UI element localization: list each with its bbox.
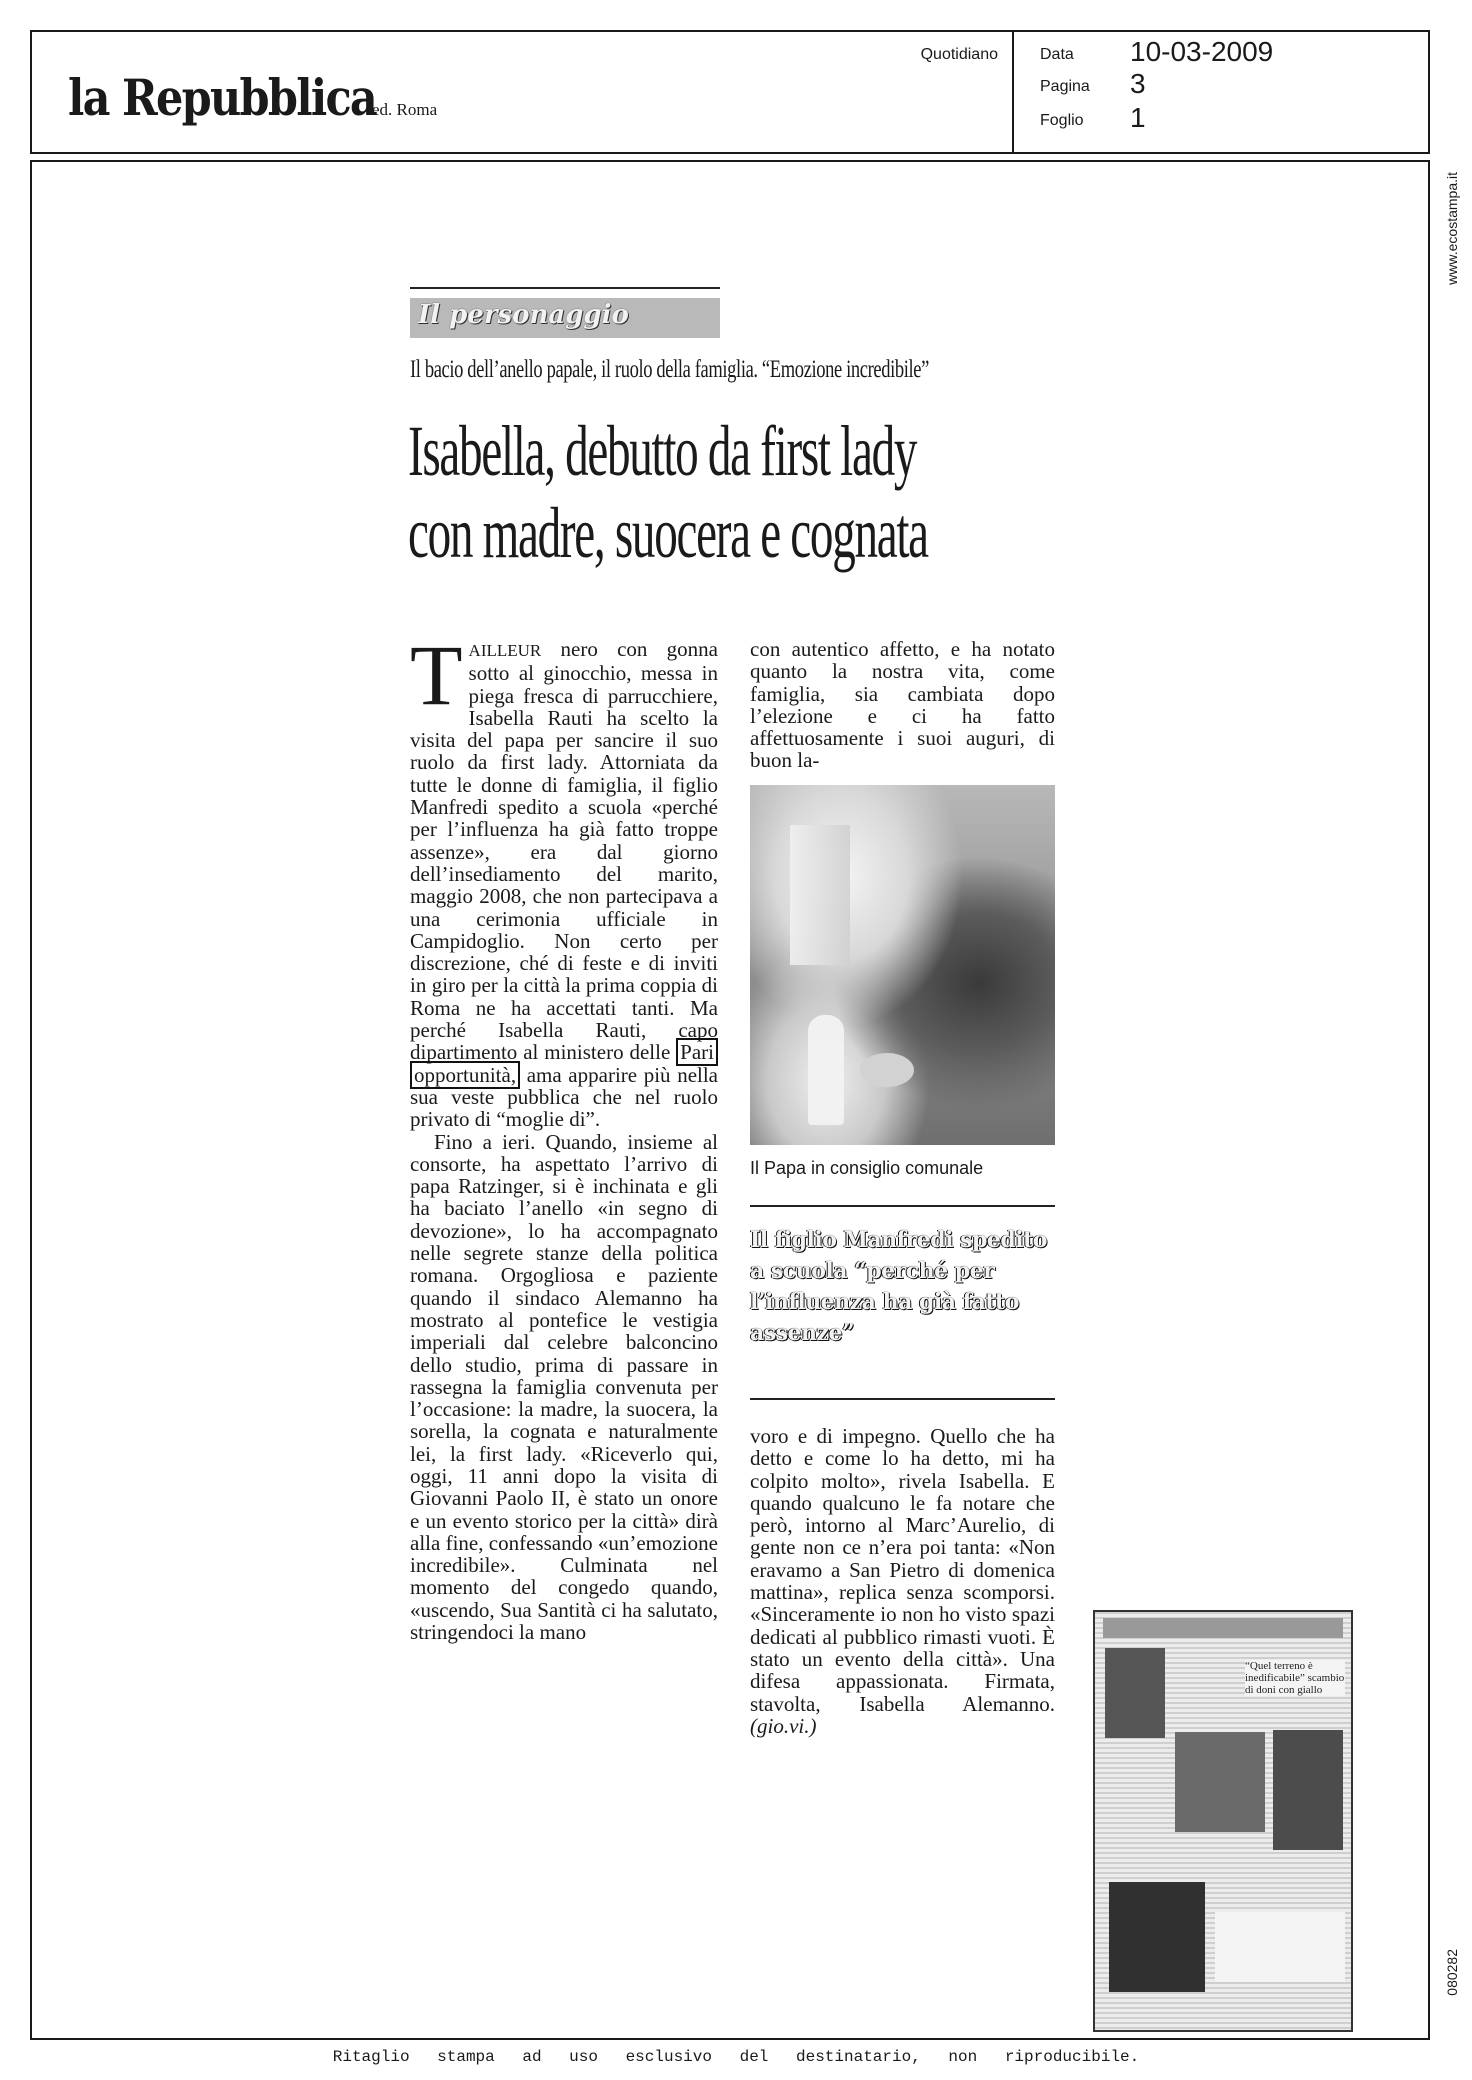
thumbnail-header [1103,1618,1343,1638]
header-divider [1012,32,1014,152]
page-value: 3 [1130,68,1146,99]
paragraph-col2-bottom-text: voro e di impegno. Quello che ha detto e come lo ha detto, mi ha colpito molto», rivela Isabella. E quando qualcuno le fa notare che però, intorno al Marc’Aurelio, di gente non ce n’era poi tanta: «Non eravamo a San Pietro di domenica mattina», replica senza scomporsi. «Sinceramente io non ho visto spazi dedicati al pubblico rimasti vuoti. È stato un evento della città». Una difesa appassionata. Firmata, stavolta, Isabella Alemanno. [750,1424,1055,1716]
pull-quote: Il figlio Manfredi spedito a scuola “perché per l’influenza ha già fatto assenze” [750,1227,1047,1346]
pope-photo [750,785,1055,1145]
paragraph-1-text: nero con gonna sotto al ginocchio, messa in piega fresca di parrucchiere, Isabella Rauti ha scelto la visita del papa per sancire il suo ruolo da first lady. Attorniata da tutte le donne di famiglia, il figlio Manfredi spedito a scuola «perché per l’influenza ha già fatto troppe assenze», era dal giorno dell’insediamento del marito, maggio 2008, che non partecipava a una cerimonia ufficiale in Campidoglio. Non certo per discrezione, ché di feste e di inviti in giro per la città la prima coppia di Roma ne ha accettati tanti. Ma perché Isabella Rauti, capo dipartimento al ministero delle [410,637,718,1065]
paragraph-col2-bottom [750,1425,1055,1737]
paragraph-col2-top: con autentico affetto, e ha notato quanto la nostra vita, come famiglia, sia cambiata dopo l’elezione e ci ha fatto affettuosamente i suoi auguri, di buon la- [750,637,1055,773]
edition-label: ed. Roma [372,100,438,119]
thumbnail-photo-2 [1175,1732,1265,1832]
article-headline [408,410,928,574]
drop-cap: T [410,627,463,723]
article-column-1 [410,627,718,1753]
headline-line-1: Isabella, debutto da first lady [408,411,917,491]
thumbnail-dark-box [1109,1882,1205,1992]
thumbnail-headline: “Quel terreno è inedificabile” scambio di doni con giallo [1245,1660,1345,1696]
thumbnail-photo-3 [1273,1730,1343,1850]
clipping-header [30,30,1430,154]
paragraph-2: Fino a ieri. Quando, insieme al consorte, ha aspettato l’arrivo di papa Ratzinger, si è inchinata e gli ha baciato l’anello «in segno di devozione», lo ha accompagnato nelle segrete stanze della politica romana. Orgogliosa e paziente quando il sindaco Alemanno ha mostrato al pontefice le vestigia imperiali dal celebre balconcino dello studio, prima di passare in rassegna la famiglia convenuta per l’occasione: la madre, la suocera, la sorella, la cognata e naturalmente lei, la first lady. «Riceverlo qui, oggi, 11 anni dopo la visita di Giovanni Paolo II, è stato un onore e un evento storico per la città» dirà alla fine, confessando «un’emozione incredibile». Culminata nel momento del congedo quando, «uscendo, Sua Santità ci ha salutato, stringendoci la mano [410,1129,718,1645]
pull-quote-rule-top [750,1205,1055,1207]
full-page-thumbnail [1093,1610,1353,2032]
thumbnail-ad-box [1215,1912,1345,1982]
clip-code: 080282 [1444,1949,1460,1996]
byline: (gio.vi.) [750,1713,817,1738]
source-url: www.ecostampa.it [1444,172,1460,285]
photo-pope-figure [808,1015,844,1125]
sheet-label: Foglio [1040,112,1084,129]
lead-caps: AILLEUR [468,641,542,660]
kicker-rule [410,287,720,289]
thumbnail-photo-1 [1105,1648,1165,1738]
footer-disclaimer: Ritaglio stampa ad uso esclusivo del destinatario, non riproducibile. [332,2048,1140,2066]
date-value: 10-03-2009 [1130,36,1274,67]
sheet-value: 1 [1130,102,1146,133]
page-label: Pagina [1040,78,1090,95]
headline-line-2: con madre, suocera e cognata [408,493,928,573]
highlighted-word-pari: Pari [676,1038,718,1066]
date-label: Data [1040,46,1074,63]
paragraph-1 [410,627,718,1132]
photo-window-shape [790,825,850,965]
photo-caption: Il Papa in consiglio comunale [750,1158,984,1178]
newspaper-masthead: la Repubblica [68,68,377,127]
section-kicker: Il personaggio [410,298,720,338]
frequency-label: Quotidiano [920,46,998,63]
photo-foreground-shape [860,1053,914,1087]
pull-quote-rule-bottom [750,1398,1055,1400]
paragraph-1-end: ama apparire più nella sua veste pubblica che nel ruolo privato di “moglie di”. [410,1062,718,1132]
article-column-2-top [750,637,1055,773]
article-column-2-bottom [750,1424,1055,1738]
article-subhead: Il bacio dell’anello papale, il ruolo della famiglia. “Emozione incredibile” [410,356,929,383]
highlighted-word-opportunita: opportunità, [410,1061,520,1089]
